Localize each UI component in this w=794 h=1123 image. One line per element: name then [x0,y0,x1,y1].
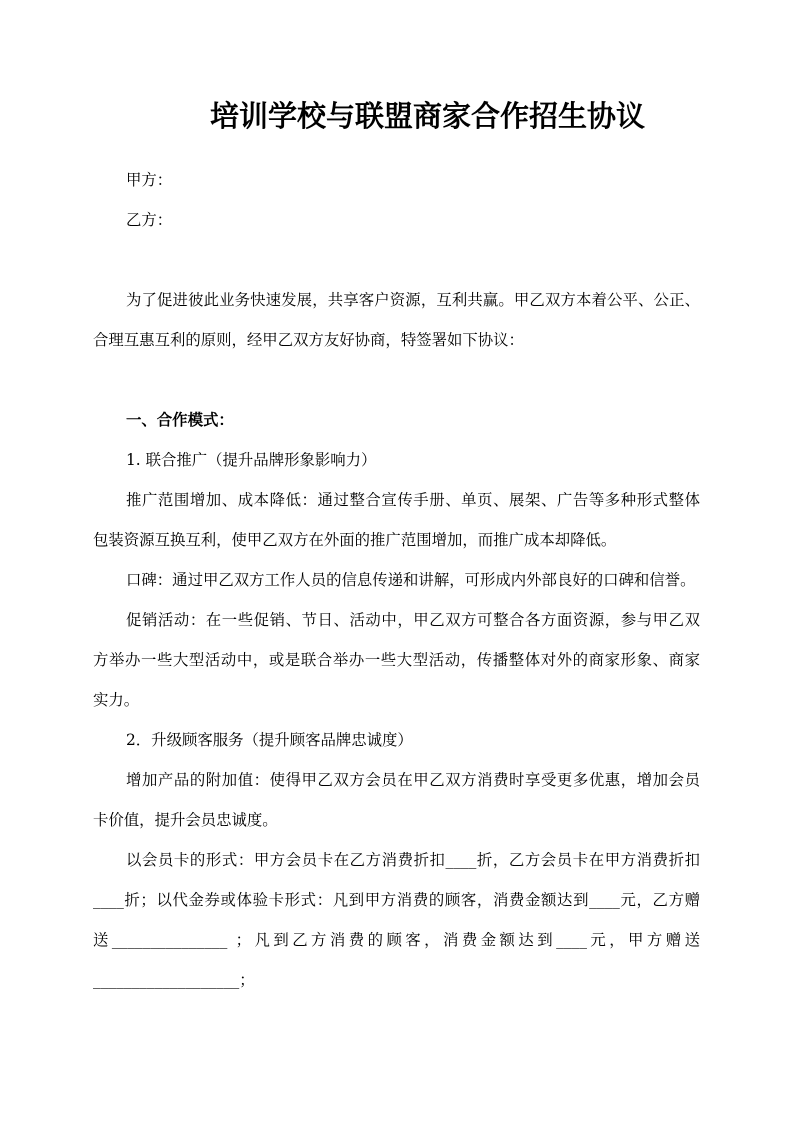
paragraph-line: ___________________； [93,971,255,989]
document-title: 培训学校与联盟商家合作招生协议 [209,99,645,133]
party-b-label: 乙方： [126,211,173,229]
paragraph-line: 包装资源互换互利，使甲乙双方在外面的推广范围增加，而推广成本却降低。 [93,531,617,549]
paragraph-line: 送_______________ ；凡到乙方消费的顾客，消费金额达到____元，甲方赠送 [93,931,700,949]
paragraph-line: 实力。 [93,691,140,709]
paragraph-line: 促销活动：在一些促销、节日、活动中，甲乙双方可整合各方面资源，参与甲乙双 [126,611,700,629]
paragraph-line: 口碑：通过甲乙双方工作人员的信息传递和讲解，可形成内外部良好的口碑和信誉。 [126,571,696,589]
paragraph-line: 增加产品的附加值：使得甲乙双方会员在甲乙双方消费时享受更多优惠，增加会员 [126,771,700,789]
word-of-mouth-paragraph [93,560,700,600]
preamble-paragraph [93,280,700,360]
party-a-label: 甲方： [126,171,173,189]
added-value-paragraph [93,760,700,840]
paragraph-line: 以会员卡的形式：甲方会员卡在乙方消费折扣____折，乙方会员卡在甲方消费折扣 [126,851,700,869]
paragraph-line: ____折；以代金券或体验卡形式：凡到甲方消费的顾客，消费金额达到____元，乙方赠 [93,891,700,909]
blank-line [93,240,700,280]
blank-line [93,360,700,400]
subsection-heading: 2．升级顾客服务（提升顾客品牌忠诚度） [126,731,413,749]
paragraph-line: 方举办一些大型活动中，或是联合举办一些大型活动，传播整体对外的商家形象、商家 [93,651,700,669]
promotion-activity-paragraph [93,600,700,720]
membership-card-paragraph [93,840,700,1000]
paragraph-line: 卡价值，提升会员忠诚度。 [93,811,278,829]
paragraph-line: 推广范围增加、成本降低：通过整合宣传手册、单页、展架、广告等多种形式整体 [126,491,700,509]
document-body [93,160,700,1000]
promotion-scope-paragraph [93,480,700,560]
paragraph-line: 合理互惠互利的原则，经甲乙双方友好协商，特签署如下协议： [93,331,524,349]
subsection-heading: 1. 联合推广（提升品牌形象影响力） [126,451,377,469]
section-heading: 一、合作模式： [126,411,234,429]
paragraph-line: 为了促进彼此业务快速发展，共享客户资源，互利共赢。甲乙双方本着公平、公正、 [126,291,700,309]
